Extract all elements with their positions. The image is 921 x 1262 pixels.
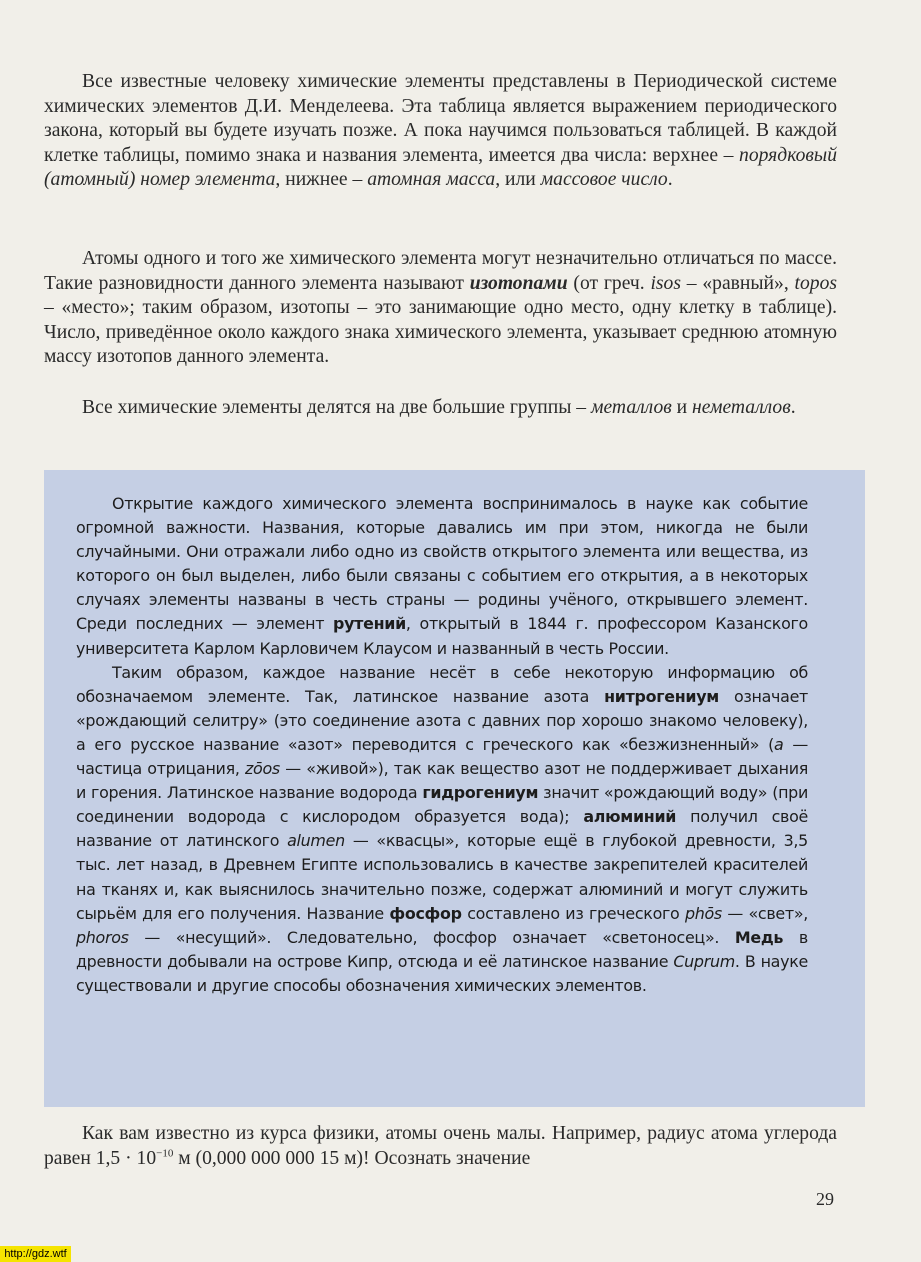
text-segment: и bbox=[671, 397, 693, 418]
text-segment: означает «рождающий селитру» (это соединение азота с давних пор хорошо знакомо человеку), а его русское название «азот» переводится с греческого как «безжизненный» ( bbox=[76, 686, 809, 754]
paragraph-atom-size bbox=[44, 1122, 837, 1171]
text-segment: (от греч. bbox=[567, 272, 651, 294]
term-alumen: alumen bbox=[287, 831, 345, 851]
term-mass-number: массовое число bbox=[540, 169, 668, 191]
term-phosphorus: фосфор bbox=[389, 903, 462, 923]
text-segment: Как вам известно из курса физики, атомы очень малы. Например, радиус атома углерода равен 1,5 · 10 bbox=[44, 1123, 837, 1169]
text-segment: , открытый в 1844 г. профессором Казанского университета Карлом Карловичем Клаусом и названный в честь России. bbox=[76, 614, 808, 658]
info-paragraph-discovery bbox=[76, 492, 808, 661]
text-segment: . bbox=[790, 397, 796, 418]
term-phos: phōs bbox=[684, 903, 722, 923]
term-topos: topos bbox=[794, 272, 837, 294]
term-isotopes: изотопами bbox=[469, 272, 568, 294]
text-segment: — «квасцы», которые ещё в глубокой древности, 3,5 тыс. лет назад, в Древнем Египте использовались в качестве закрепителей красителей на тканях и, как выяснилось значительно позже, содержат алюминий и могут служить сырьём для его получения. Название bbox=[76, 831, 808, 923]
text-segment: составлено из греческого bbox=[461, 903, 685, 923]
page-number: 29 bbox=[816, 1189, 834, 1209]
term-copper: Медь bbox=[734, 927, 784, 947]
paragraph-isotopes bbox=[44, 247, 837, 370]
text-segment: . bbox=[667, 169, 673, 191]
text-segment: Открытие каждого химического элемента воспринималось в науке как событие огромной важности. Названия, которые давались им при этом, никогда не были случайными. Они отражали либо одно из свойств открытого элемента или вещества, из которого он был выделен, либо были связаны с событием его открытия, а в некоторых случаях элементы названы в честь страны — родины учёного, открывшего элемент. Среди последних — элемент bbox=[76, 494, 808, 634]
text-segment: м (0,000 000 000 15 м)! Осознать значение bbox=[173, 1147, 531, 1169]
text-segment: . В науке существовали и другие способы обозначения химических элементов. bbox=[76, 951, 808, 995]
term-hydrogenium: гидрогениум bbox=[422, 783, 539, 803]
text-segment: Таким образом, каждое название несёт в себе некоторую информацию об обозначаемом элементе. Так, латинское название азота bbox=[76, 662, 808, 706]
text-segment: Все известные человеку химические элементы представлены в Периодической системе химических элементов Д.И. Менделеева. Эта таблица является выражением периодического закона, который вы будете изучать позже. А пока научимся пользоваться таблицей. В каждой клетке таблицы, помимо знака и названия элемента, имеется два числа: верхнее – bbox=[44, 71, 837, 166]
paragraph-groups bbox=[44, 396, 837, 421]
text-segment: , нижнее – bbox=[275, 169, 368, 191]
term-atomic-mass: атомная масса bbox=[367, 169, 496, 191]
text-segment: значит «рождающий воду» (при соединении водорода с кислородом образуется вода); bbox=[76, 783, 808, 827]
text-segment: Все химические элементы делятся на две большие группы – bbox=[82, 397, 591, 418]
term-nonmetals: неметаллов bbox=[692, 397, 791, 418]
text-segment: — «живой»), так как вещество азот не поддерживает дыхания и горения. Латинское название водорода bbox=[76, 759, 808, 803]
paragraph-periodic-table bbox=[44, 70, 837, 193]
watermark-link[interactable]: http://gdz.wtf bbox=[0, 1246, 71, 1262]
text-segment: – «равный», bbox=[680, 272, 795, 294]
exponent: −10 bbox=[156, 1147, 174, 1160]
info-box bbox=[76, 492, 808, 998]
text-segment: получил своё название от латинского bbox=[76, 807, 808, 851]
term-cuprum: Cuprum bbox=[673, 951, 735, 971]
text-segment: — частица отрицания, bbox=[76, 734, 808, 779]
term-phoros: phoros bbox=[76, 927, 129, 947]
term-nitrogenium: нитрогениум bbox=[604, 686, 719, 706]
term-zoos: zōos bbox=[245, 759, 280, 779]
text-segment: в древности добывали на острове Кипр, отсюда и её латинское название bbox=[76, 927, 808, 971]
term-atomic-number: порядковый (атомный) номер элемента bbox=[44, 144, 837, 191]
info-paragraph-names bbox=[76, 661, 808, 998]
term-ruthenium: рутений bbox=[333, 614, 406, 634]
text-segment: — «свет», bbox=[721, 903, 809, 923]
term-aluminium: алюминий bbox=[583, 807, 677, 827]
text-segment: , или bbox=[495, 169, 541, 191]
text-segment: – «место»; таким образом, изотопы – это занимающие одно место, одну клетку в таблице). Число, приведённое около каждого знака химического элемента, указывает среднюю атомную массу изотопов данного элемента. bbox=[44, 297, 837, 368]
term-a: a bbox=[774, 734, 784, 754]
term-isos: isos bbox=[650, 272, 681, 294]
text-segment: Атомы одного и того же химического элемента могут незначительно отличаться по массе. Такие разновидности данного элемента называют bbox=[44, 248, 837, 294]
text-segment: — «несущий». Следовательно, фосфор означает «светоносец». bbox=[128, 927, 735, 947]
term-metals: металлов bbox=[590, 397, 672, 418]
